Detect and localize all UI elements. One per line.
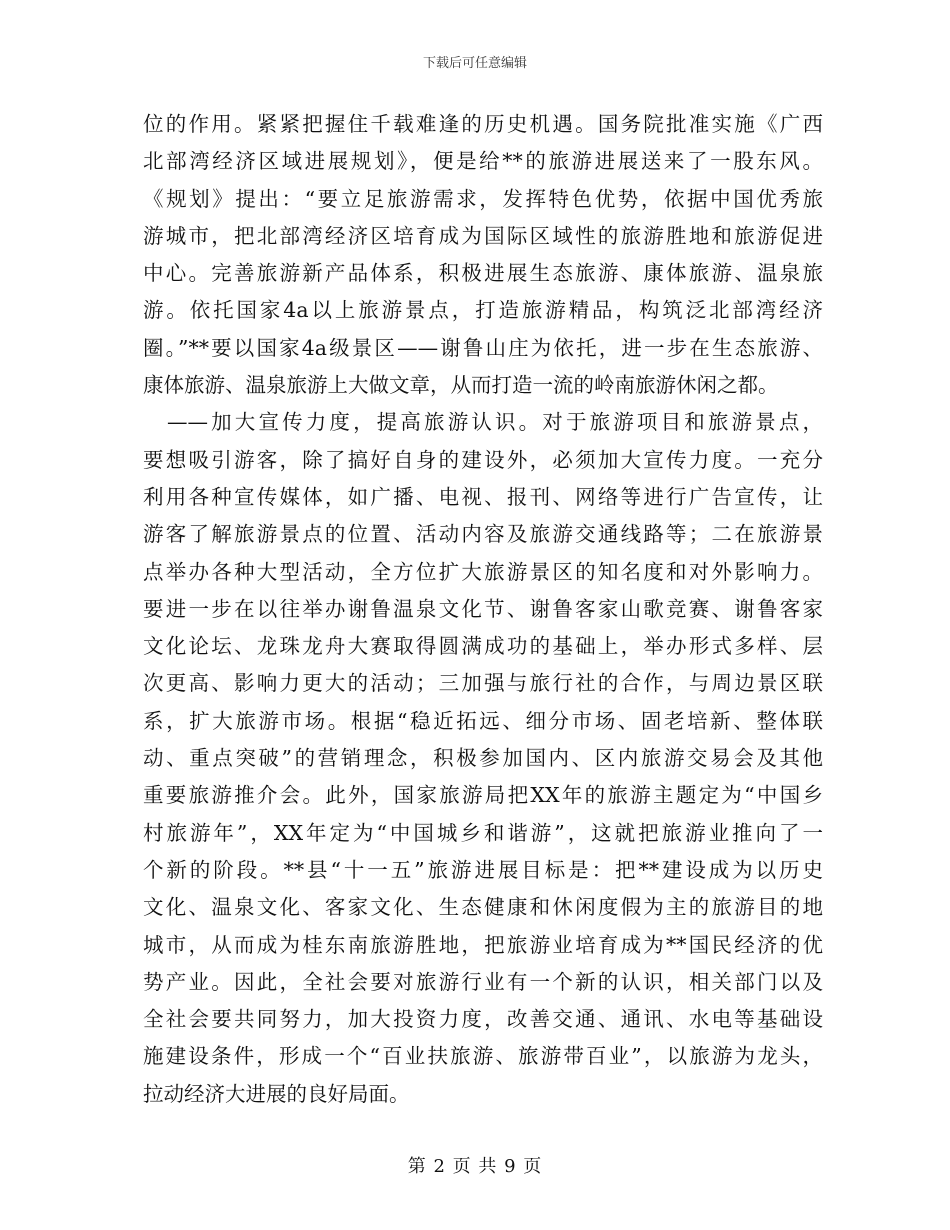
- text-line: 利用各种宣传媒体，如广播、电视、报刊、网络等进行广告宣传，让: [143, 484, 823, 509]
- page-number: 第 2 页 共 9 页: [407, 1156, 543, 1177]
- text-line: 全社会要共同努力，加大投资力度，改善交通、通讯、水电等基础设: [143, 1007, 823, 1032]
- text-line: 城市，从而成为桂东南旅游胜地，把旅游业培育成为**国民经济的优: [143, 932, 823, 957]
- text-line: 个新的阶段。**县“十一五”旅游进展目标是：把**建设成为以历史: [143, 857, 823, 882]
- text-line: 康体旅游、温泉旅游上大做文章，从而打造一流的岭南旅游休闲之都。: [143, 373, 779, 398]
- text-line: 村旅游年”，XX年定为“中国城乡和谐游”，这就把旅游业推向了一: [143, 820, 823, 845]
- text-line: 要想吸引游客，除了搞好自身的建设外，必须加大宣传力度。一充分: [143, 447, 823, 472]
- text-line: 要进一步在以往举办谢鲁温泉文化节、谢鲁客家山歌竞赛、谢鲁客家: [143, 596, 823, 621]
- text-line: 点举办各种大型活动，全方位扩大旅游景区的知名度和对外影响力。: [143, 559, 823, 584]
- text-line: 游城市，把北部湾经济区培育成为国际区域性的旅游胜地和旅游促进: [143, 223, 823, 248]
- text-line: 游客了解旅游景点的位置、活动内容及旅游交通线路等；二在旅游景: [143, 522, 823, 547]
- text-line: 系，扩大旅游市场。根据“稳近拓远、细分市场、固老培新、整体联: [143, 708, 823, 733]
- text-line: 次更高、影响力更大的活动；三加强与旅行社的合作，与周边景区联: [143, 671, 823, 696]
- text-line: 北部湾经济区域进展规划》，便是给**的旅游进展送来了一股东风。: [143, 149, 823, 174]
- text-line: 文化、温泉文化、客家文化、生态健康和休闲度假为主的旅游目的地: [143, 895, 823, 920]
- text-line: 中心。完善旅游新产品体系，积极进展生态旅游、康体旅游、温泉旅: [143, 261, 823, 286]
- text-line: 施建设条件，形成一个“百业扶旅游、旅游带百业”，以旅游为龙头，: [143, 1044, 823, 1069]
- text-line: ——加大宣传力度，提高旅游认识。对于旅游项目和旅游景点，: [167, 410, 823, 435]
- text-line: 重要旅游推介会。此外，国家旅游局把XX年的旅游主题定为“中国乡: [143, 783, 823, 808]
- text-line: 动、重点突破”的营销理念，积极参加国内、区内旅游交易会及其他: [143, 746, 823, 771]
- page-header: 下载后可任意编辑: [422, 56, 527, 71]
- text-line: 《规划》提出：“要立足旅游需求，发挥特色优势，依据中国优秀旅: [143, 186, 823, 211]
- text-line: 文化论坛、龙珠龙舟大赛取得圆满成功的基础上，举办形式多样、层: [143, 634, 823, 659]
- text-line: 拉动经济大进展的良好局面。: [143, 1081, 410, 1106]
- document-body: [143, 106, 823, 1113]
- text-line: 圈。”**要以国家4a级景区——谢鲁山庄为依托，进一步在生态旅游、: [143, 335, 823, 360]
- text-line: 位的作用。紧紧把握住千载难逢的历史机遇。国务院批准实施《广西: [143, 112, 823, 136]
- text-line: 游。依托国家4a以上旅游景点，打造旅游精品，构筑泛北部湾经济: [143, 298, 823, 323]
- text-line: 势产业。因此，全社会要对旅游行业有一个新的认识，相关部门以及: [143, 969, 823, 994]
